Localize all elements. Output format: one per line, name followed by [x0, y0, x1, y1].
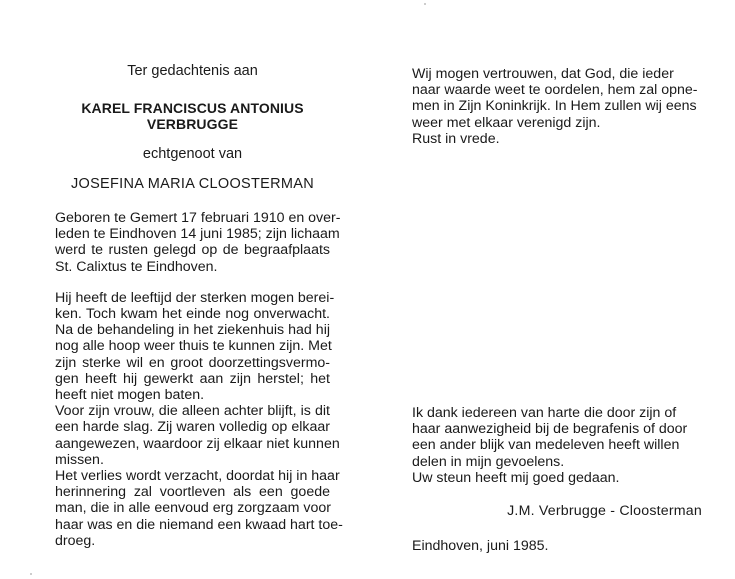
faith-paragraph [412, 66, 712, 147]
life-line: een harde slag. Zij waren volledig op elkaar [55, 419, 330, 436]
place-date: Eindhoven, juni 1985. [412, 538, 549, 554]
thanks-line: een ander blijk van medeleven heeft willen [412, 437, 680, 454]
life-line: aangewezen, waardoor zij elkaar niet kunnen [55, 435, 340, 452]
intro-text: Ter gedachtenis aan [127, 63, 258, 79]
faith-line: naar waarde weet te oordelen, hem zal opne- [412, 82, 698, 99]
faith-line: men in Zijn Koninkrijk. In Hem zullen wij eens [412, 98, 697, 115]
thanks-paragraph [412, 405, 712, 486]
life-line: Het verlies wordt verzacht, doordat hij in haar [55, 468, 340, 485]
deceased-name-line-2: VERBRUGGE [146, 116, 239, 132]
left-column [55, 62, 343, 549]
life-line: Hij heeft de leeftijd der sterken mogen berei- [55, 289, 335, 306]
thanks-line: haar aanwezigheid bij de begrafenis of door [412, 421, 688, 438]
life-line: heeft niet mogen baten. [55, 387, 205, 404]
life-line: gen heeft hij gewerkt aan zijn herstel; het [55, 370, 330, 387]
birth-line: St. Calixtus te Eindhoven. [55, 258, 218, 275]
thanks-line: Uw steun heeft mij goed gedaan. [412, 469, 620, 486]
birth-paragraph [55, 210, 341, 275]
signature: J.M. Verbrugge - Cloosterman [507, 503, 702, 519]
life-line: herinnering zal voortleven als een goede [55, 484, 330, 501]
spouse-name: JOSEFINA MARIA CLOOSTERMAN [70, 176, 315, 192]
birth-line: Geboren te Gemert 17 februari 1910 en over- [55, 210, 341, 226]
life-line: droeg. [55, 532, 96, 549]
life-line: Na de behandeling in het ziekenhuis had hij [55, 322, 330, 339]
life-line: ken. Toch kwam het einde nog onverwacht. [55, 306, 330, 323]
life-line: man, die in alle eenvoud erg zorgzaam voor [55, 500, 332, 517]
faith-line: Wij mogen vertrouwen, dat God, die ieder [412, 66, 674, 82]
deceased-name [55, 100, 330, 132]
life-line: Voor zijn vrouw, die alleen achter blijft, is dit [55, 403, 330, 420]
paper-speck [30, 573, 32, 575]
thanks-line: delen in mijn gevoelens. [412, 453, 565, 470]
paper-speck [424, 3, 426, 5]
life-line: zijn sterke wil en groot doorzettingsvermo- [55, 354, 330, 371]
deceased-name-line-1: KAREL FRANCISCUS ANTONIUS [81, 100, 304, 116]
life-line: nog alle hoop weer thuis te kunnen zijn. Met [55, 338, 332, 355]
life-line: missen. [55, 451, 104, 468]
faith-line: weer met elkaar verenigd zijn. [412, 114, 601, 131]
birth-line: werd te rusten gelegd op de begraafplaats [55, 242, 330, 259]
spouse-label: echtgenoot van [142, 146, 243, 162]
right-column [412, 66, 712, 147]
life-line: haar was en die niemand een kwaad hart toe- [55, 516, 343, 533]
birth-line: leden te Eindhoven 14 juni 1985; zijn lichaam [55, 226, 340, 243]
faith-line: Rust in vrede. [412, 130, 500, 147]
life-paragraph [55, 289, 343, 549]
thanks-line: Ik dank iedereen van harte die door zijn of [412, 405, 677, 421]
